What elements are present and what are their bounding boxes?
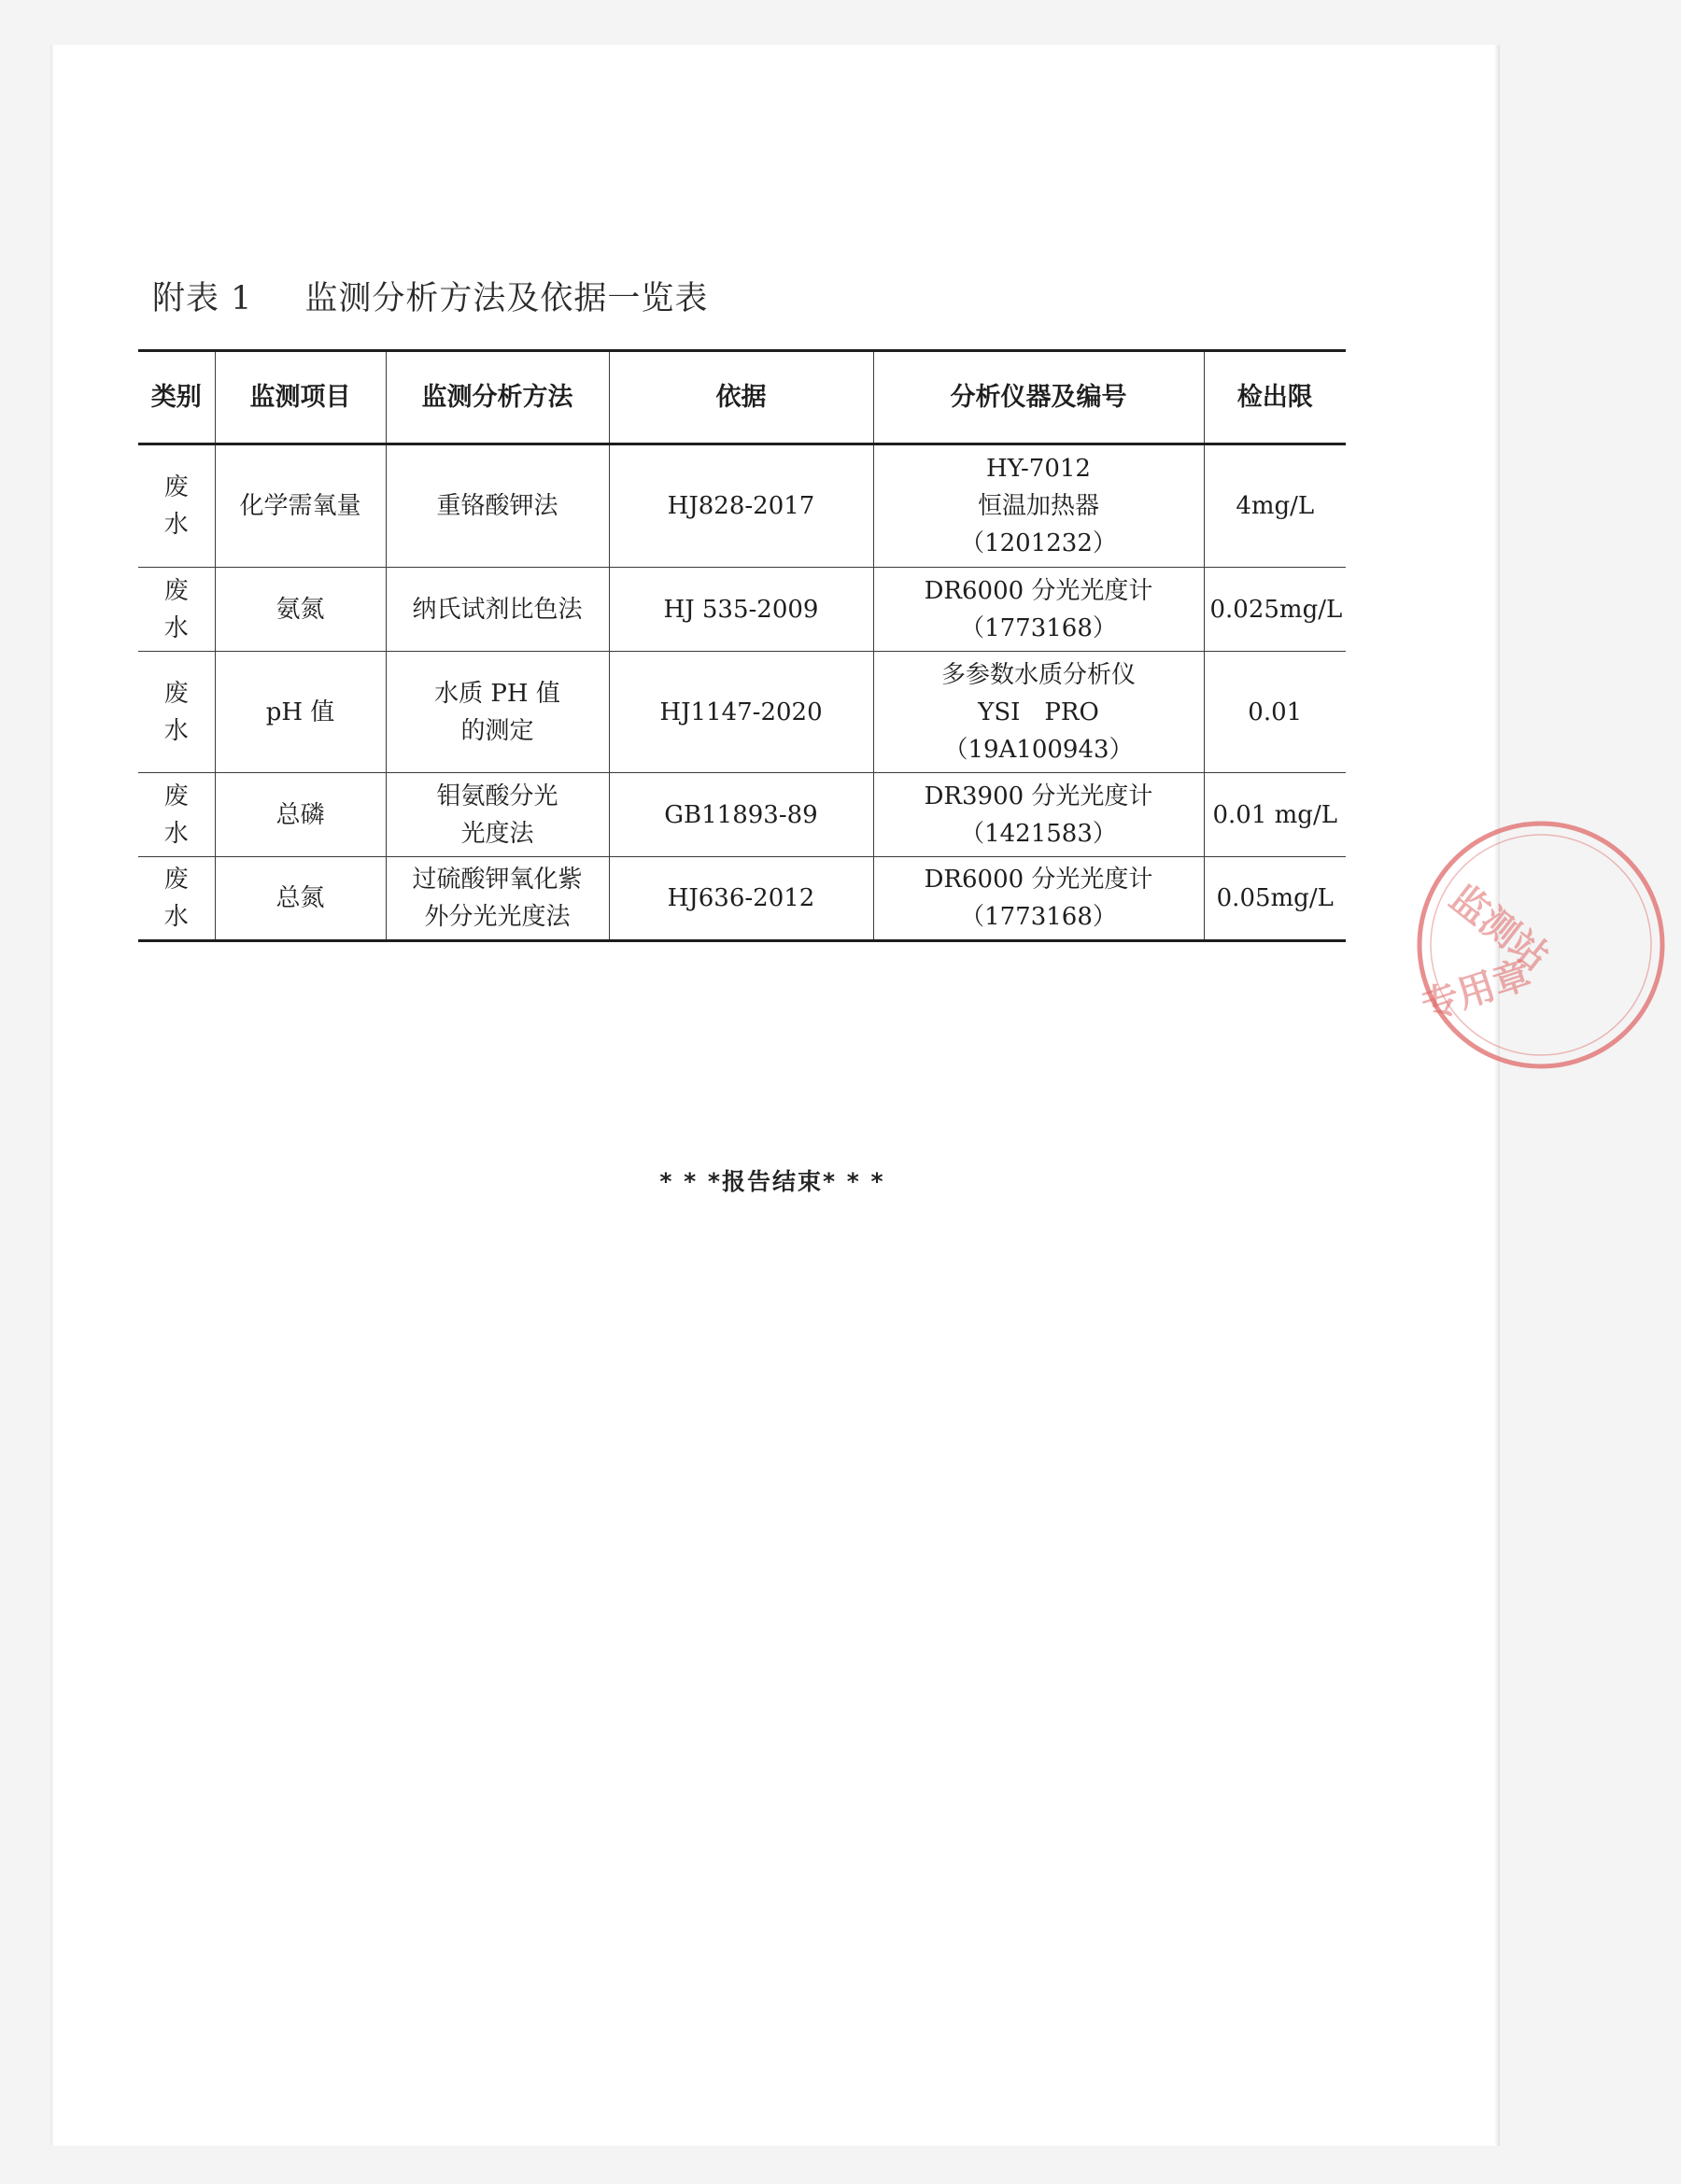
header-method: 监测分析方法 [386,351,609,444]
cell-basis [609,857,873,941]
cell-category-line: 水 [163,903,189,931]
cell-method-line: 的测定 [460,716,534,745]
cell-method-line: 水质 PH 值 [434,679,560,708]
cell-instrument-line: （1773168） [960,613,1117,642]
seal-text-bottom: 专用章 [1416,952,1537,1029]
cell-category-line: 废 [163,782,189,810]
cell-basis-line: HJ 535-2009 [663,595,819,624]
cell-category-line: 水 [163,819,189,848]
cell-limit-line: 0.01 [1248,697,1303,726]
header-basis: 依据 [609,351,873,444]
table-title-text: 监测分析方法及依据一览表 [304,280,709,317]
table-row [138,444,1346,568]
cell-instrument-line: （1421583） [960,819,1117,848]
table-title-number: 附表 1 [152,280,253,317]
page-edge-right [1494,45,1500,2146]
cell-method [386,444,609,568]
cell-limit [1204,773,1346,857]
header-instrument: 分析仪器及编号 [873,351,1204,444]
table-header-row [138,351,1346,444]
cell-instrument [873,652,1204,773]
cell-category-line: 废 [163,679,189,708]
cell-instrument [873,773,1204,857]
cell-item-line: 总氮 [275,884,325,912]
cell-category-line: 水 [163,613,189,642]
table-body [138,444,1346,941]
table-row [138,568,1346,652]
cell-item-line: 氨氮 [275,595,325,624]
cell-instrument [873,568,1204,652]
cell-item-line: 总磷 [275,800,325,829]
cell-instrument [873,444,1204,568]
cell-category-line: 废 [163,866,189,894]
cell-instrument-line: 恒温加热器 [977,492,1099,520]
header-category: 类别 [138,351,215,444]
cell-method-line: 光度法 [460,819,534,848]
cell-item-line: pH 值 [265,697,335,726]
cell-limit [1204,568,1346,652]
cell-instrument-line: （1201232） [960,529,1117,557]
cell-limit [1204,857,1346,941]
cell-category-line: 水 [163,511,189,539]
cell-limit-line: 0.05mg/L [1216,884,1334,912]
cell-basis [609,568,873,652]
cell-item [215,857,386,941]
cell-method-line: 过硫酸钾氧化紫 [412,866,583,894]
seal-text-top: 监测站 [1441,876,1557,979]
cell-instrument-line: DR6000 分光光度计 [924,866,1153,894]
cell-item [215,568,386,652]
cell-method-line: 纳氏试剂比色法 [412,595,583,624]
cell-instrument-line: YSI PRO [978,697,1099,726]
cell-item-line: 化学需氧量 [239,492,361,520]
cell-basis [609,652,873,773]
cell-item [215,444,386,568]
cell-limit [1204,652,1346,773]
cell-category-line: 水 [163,716,189,745]
cell-category-line: 废 [163,473,189,501]
cell-item [215,652,386,773]
cell-instrument-line: HY-7012 [986,455,1091,483]
table-row [138,652,1346,773]
cell-category [138,444,215,568]
cell-basis [609,773,873,857]
cell-category-line: 废 [163,576,189,605]
cell-basis [609,444,873,568]
header-limit: 检出限 [1204,351,1346,444]
cell-basis-line: HJ636-2012 [667,884,815,912]
header-item: 监测项目 [215,351,386,444]
cell-limit-line: 0.025mg/L [1209,595,1343,624]
cell-category [138,857,215,941]
cell-instrument-line: （19A100943） [943,735,1134,764]
cell-category [138,652,215,773]
table-row [138,857,1346,941]
cell-basis-line: HJ1147-2020 [659,697,823,726]
cell-method-line: 重铬酸钾法 [436,492,558,520]
report-end-mark: * * *报告结束* * * [659,1168,885,1195]
table-title [152,273,708,319]
page-edge-left [50,45,54,2146]
cell-limit [1204,444,1346,568]
cell-instrument-line: （1773168） [960,903,1117,931]
cell-basis-line: HJ828-2017 [667,492,815,520]
cell-limit-line: 4mg/L [1236,492,1315,520]
cell-basis-line: GB11893-89 [664,800,818,829]
cell-instrument-line: DR6000 分光光度计 [924,576,1153,605]
cell-instrument-line: 多参数水质分析仪 [940,660,1136,689]
cell-limit-line: 0.01 mg/L [1212,800,1337,829]
monitoring-methods-table [138,349,1346,942]
cell-instrument [873,857,1204,941]
cell-category [138,773,215,857]
table-row [138,773,1346,857]
cell-instrument-line: DR3900 分光光度计 [924,782,1153,810]
cell-category [138,568,215,652]
cell-method [386,568,609,652]
cell-method [386,652,609,773]
cell-item [215,773,386,857]
cell-method-line: 外分光光度法 [424,903,571,931]
cell-method-line: 钼氨酸分光 [436,782,558,810]
cell-method [386,857,609,941]
cell-method [386,773,609,857]
